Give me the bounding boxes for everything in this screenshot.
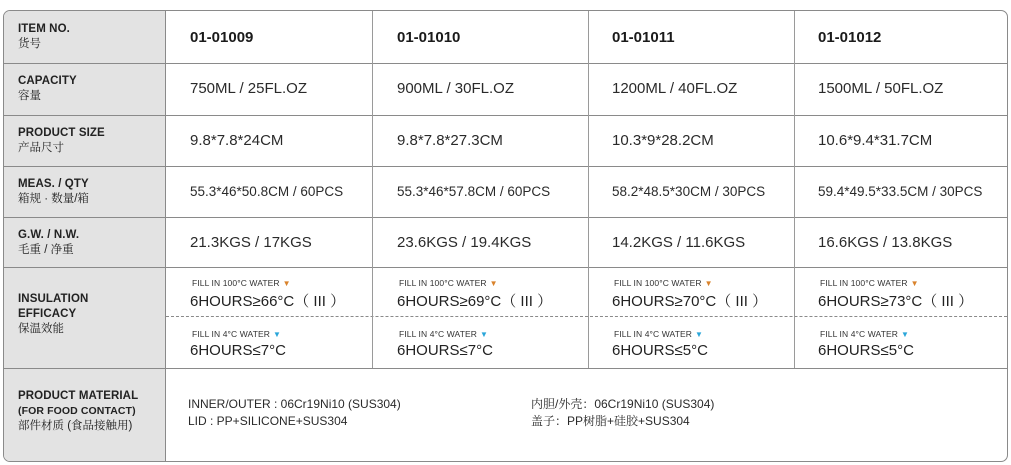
material-zh-lid: 盖子：PP树脂+硅胶+SUS304 — [531, 414, 690, 428]
meas-cell: 59.4*49.5*33.5CM / 30PCS — [818, 184, 983, 199]
label-insulation-zh: 保温效能 — [18, 323, 64, 335]
material-en-lid: LID : PP+SILICONE+SUS304 — [188, 414, 348, 428]
size-cell: 9.8*7.8*27.3CM — [397, 132, 503, 149]
column-divider — [588, 11, 589, 368]
hot-fill-text: FILL IN 100°C WATER — [192, 278, 280, 288]
hot-fill-value: 6HOURS≥66°C（ III ） — [190, 293, 346, 310]
cold-fill-label — [820, 329, 909, 339]
capacity-cell: 750ML / 25FL.OZ — [190, 80, 307, 97]
material-en-inner: INNER/OUTER : 06Cr19Ni10 (SUS304) — [188, 397, 401, 411]
label-weight-zh: 毛重 / 净重 — [18, 244, 74, 256]
insulation-dashed-divider — [166, 316, 1007, 317]
label-weight-en: G.W. / N.W. — [18, 229, 80, 241]
down-triangle-orange-icon: ▼ — [704, 279, 713, 288]
weight-cell: 14.2KGS / 11.6KGS — [612, 234, 746, 251]
cold-fill-value: 6HOURS≤5°C — [818, 342, 914, 359]
down-triangle-blue-icon: ▼ — [480, 330, 489, 339]
label-product-size-en: PRODUCT SIZE — [18, 127, 105, 139]
label-insulation-en-2: EFFICACY — [18, 308, 77, 320]
size-cell: 9.8*7.8*24CM — [190, 132, 284, 149]
item-no-cell: 01-01011 — [612, 29, 675, 46]
row-divider — [4, 368, 1007, 369]
row-divider — [4, 115, 1007, 116]
label-capacity-zh: 容量 — [18, 90, 41, 102]
label-insulation-en-1: INSULATION — [18, 293, 89, 305]
column-divider — [794, 11, 795, 368]
weight-cell: 21.3KGS / 17KGS — [190, 234, 312, 251]
label-item-no — [18, 22, 70, 52]
hot-fill-label — [399, 278, 498, 288]
capacity-cell: 1200ML / 40FL.OZ — [612, 80, 738, 97]
cold-fill-value: 6HOURS≤7°C — [190, 342, 286, 359]
label-meas-qty-en: MEAS. / QTY — [18, 178, 89, 190]
down-triangle-blue-icon: ▼ — [273, 330, 282, 339]
down-triangle-orange-icon: ▼ — [282, 279, 291, 288]
label-material — [18, 389, 138, 434]
meas-cell: 58.2*48.5*30CM / 30PCS — [612, 184, 766, 199]
hot-fill-label — [614, 278, 713, 288]
cold-fill-text: FILL IN 4°C WATER — [192, 329, 270, 339]
row-divider — [4, 166, 1007, 167]
hot-fill-label — [820, 278, 919, 288]
label-capacity-en: CAPACITY — [18, 75, 77, 87]
item-no-cell: 01-01010 — [397, 29, 461, 46]
down-triangle-orange-icon: ▼ — [489, 279, 498, 288]
cold-fill-text: FILL IN 4°C WATER — [614, 329, 692, 339]
capacity-cell: 900ML / 30FL.OZ — [397, 80, 514, 97]
hot-fill-text: FILL IN 100°C WATER — [399, 278, 487, 288]
spec-table — [3, 10, 1008, 462]
cold-fill-value: 6HOURS≤5°C — [612, 342, 708, 359]
weight-cell: 23.6KGS / 19.4KGS — [397, 234, 532, 251]
label-product-size-zh: 产品尺寸 — [18, 142, 64, 154]
size-cell: 10.6*9.4*31.7CM — [818, 132, 933, 149]
cold-fill-text: FILL IN 4°C WATER — [820, 329, 898, 339]
material-zh-inner: 内胆/外壳：06Cr19Ni10 (SUS304) — [531, 397, 715, 411]
cold-fill-text: FILL IN 4°C WATER — [399, 329, 477, 339]
capacity-cell: 1500ML / 50FL.OZ — [818, 80, 944, 97]
label-product-size — [18, 126, 105, 156]
hot-fill-text: FILL IN 100°C WATER — [614, 278, 702, 288]
cold-fill-label — [192, 329, 281, 339]
hot-fill-value: 6HOURS≥69°C（ III ） — [397, 293, 553, 310]
meas-cell: 55.3*46*57.8CM / 60PCS — [397, 184, 551, 199]
row-divider — [4, 217, 1007, 218]
weight-cell: 16.6KGS / 13.8KGS — [818, 234, 953, 251]
label-weight — [18, 228, 79, 258]
row-divider — [4, 63, 1007, 64]
label-item-no-en: ITEM NO. — [18, 23, 70, 35]
meas-cell: 55.3*46*50.8CM / 60PCS — [190, 184, 344, 199]
hot-fill-value: 6HOURS≥73°C（ III ） — [818, 293, 974, 310]
material-zh — [531, 396, 714, 430]
label-insulation — [18, 292, 88, 337]
hot-fill-label — [192, 278, 291, 288]
cold-fill-label — [614, 329, 703, 339]
item-no-cell: 01-01009 — [190, 29, 254, 46]
label-meas-qty — [18, 177, 89, 207]
column-divider — [372, 11, 373, 368]
down-triangle-blue-icon: ▼ — [695, 330, 704, 339]
label-capacity — [18, 74, 77, 104]
label-meas-qty-zh: 箱规 · 数量/箱 — [18, 193, 89, 205]
size-cell: 10.3*9*28.2CM — [612, 132, 714, 149]
cold-fill-label — [399, 329, 488, 339]
row-divider — [4, 267, 1007, 268]
label-material-en-1: PRODUCT MATERIAL — [18, 390, 139, 402]
hot-fill-value: 6HOURS≥70°C（ III ） — [612, 293, 768, 310]
label-material-en-2: (FOR FOOD CONTACT) — [18, 405, 136, 417]
hot-fill-text: FILL IN 100°C WATER — [820, 278, 908, 288]
item-no-cell: 01-01012 — [818, 29, 882, 46]
down-triangle-orange-icon: ▼ — [910, 279, 919, 288]
material-en — [188, 396, 401, 430]
cold-fill-value: 6HOURS≤7°C — [397, 342, 493, 359]
label-item-no-zh: 货号 — [18, 38, 41, 50]
down-triangle-blue-icon: ▼ — [901, 330, 910, 339]
label-material-zh: 部件材质 (食品接触用) — [18, 420, 133, 432]
